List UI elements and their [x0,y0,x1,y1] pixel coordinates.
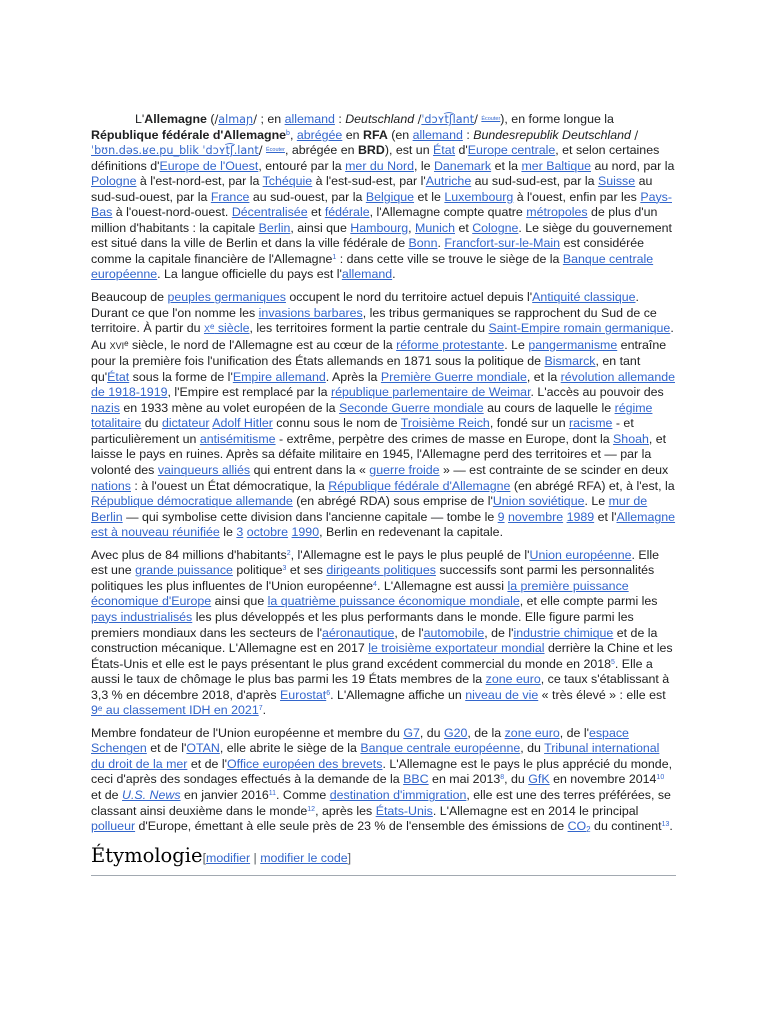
reference-marker[interactable]: 11 [268,789,277,797]
wiki-link[interactable]: guerre froide [369,463,440,478]
wiki-link[interactable]: 3 [236,525,244,540]
wiki-link[interactable]: OTAN [186,741,220,756]
reference-marker[interactable]: 5 [611,658,615,666]
paragraph-intro: L'Allemagne (/almaɲ/ ; en allemand : Deutschland /ˈdɔʏt͡ʃlant/ $^{Écouter}$), en forme longue la République fédérale d'Allemagne$^b$, abrégée en RFA (en allemand : Bundesrepublik Deutschland /ˈbʊn.dəs.ʁe.pu_blik ˈdɔʏt͡ʃ.lant/ $^{Écouter}$, abrégée en BRD), est un État d'Europe centrale, et selon certaines définitions d'Europe de l'Ouest, entouré par la mer du Nord, le Danemark et la mer Baltique au nord, par la Pologne à l'est-nord-est, par la Tchéquie à l'est-sud-est, par l'Autriche au sud-sud-est, par la Suisse au sud-sud-ouest, par la France au sud-ouest, par la Belgique et le Luxembourg à l'ouest, enfin par les Pays-Bas à l'ouest-nord-ouest. Décentralisée et fédérale, l'Allemagne compte quatre métropoles de plus d'un million d'habitants : la capitale Berlin, ainsi que Hambourg, Munich et Cologne. Le siège du gouvernement est situé dans la ville de Berlin et dans la ville fédérale de Bonn. Francfort-sur-le-Main est considérée comme la capitale financière de l'Allemagne$^1$ : dans cette ville se trouve le siège de la Banque centrale européenne. La langue officielle du pays est l'allemand. [91,112,675,282]
wiki-link[interactable]: ˈdɔʏt͡ʃlant [421,113,475,126]
wiki-link[interactable]: Troisième Reich [400,416,490,431]
wiki-link[interactable]: Cologne [472,220,519,235]
wiki-link[interactable]: Danemark [433,158,492,173]
reference-marker[interactable]: 4 [373,580,377,588]
wiki-link[interactable]: Europe de l'Ouest [159,158,259,173]
wiki-link[interactable]: Suisse [597,174,636,189]
wiki-link[interactable]: Berlin [258,220,291,235]
wiki-link[interactable]: Luxembourg [444,189,514,204]
wiki-link[interactable]: almaɲ [218,113,254,126]
reference-marker[interactable]: 13 [661,821,670,829]
listen-link[interactable]: Écouter [481,116,501,122]
section-heading-etymologie [91,842,676,876]
wiki-link[interactable]: régime totalitaire [91,400,653,431]
wiki-link[interactable]: espace Schengen [91,725,629,756]
wiki-link[interactable]: la première puissance économique d'Europe [91,578,629,609]
wiki-link[interactable]: Francfort-sur-le-Main [444,236,561,251]
wiki-link[interactable]: pangermanisme [528,337,618,352]
wiki-link[interactable]: industrie chimique [513,625,614,640]
wiki-link[interactable]: zone euro [504,725,560,740]
wiki-link[interactable]: 9 [497,509,505,524]
wiki-link[interactable]: nazis [91,400,120,415]
wiki-link[interactable]: Antiquité classique [532,290,636,305]
wiki-link[interactable]: G20 [443,725,468,740]
wiki-link[interactable]: Pays-Bas [91,189,672,220]
paragraph-economy: Avec plus de 84 millions d'habitants$^2$, l'Allemagne est le pays le plus peuplé de l'Union européenne. Elle est une grande puissance politique$^3$ et ses dirigeants politiques successifs sont parmi les personnalités politiques les plus influentes de l'Union européenne$^4$. L'Allemagne est aussi la première puissance économique d'Europe ainsi que la quatrième puissance économique mondiale, et elle compte parmi les pays industrialisés les plus développés et les plus performants dans le monde. Elle figure parmi les premiers mondiaux dans les secteurs de l'aéronautique, de l'automobile, de l'industrie chimique et de la construction mécanique. L'Allemagne est en 2017 le troisième exportateur mondial derrière la Chine et les États-Unis et elle est le pays présentant le plus grand excédent commercial du monde en 2018$^5$. Elle a aussi le taux de chômage le plus bas parmi les 19 États membres de la zone euro, ce taux s'établissant à 3,3 % en décembre 2018, d'après Eurostat$^6$. L'Allemagne affiche un niveau de vie « très élevé » : elle est 9e au classement IDH en 2021$^7$. [91,547,673,718]
article-body [91,112,676,876]
paragraph-history: Beaucoup de peuples germaniques occupent le nord du territoire actuel depuis l'Antiquité classique. Durant ce que l'on nomme les invasions barbares, les tribus germaniques se rapprochent du Sud de ce territoire. À partir du Xe siècle, les territoires forment la partie centrale du Saint-Empire romain germanique. Au XVIe siècle, le nord de l'Allemagne est au cœur de la réforme protestante. Le pangermanisme entraîne pour la première fois l'unification des États allemands en 1871 sous la politique de Bismarck, en tant qu'État sous la forme de l'Empire allemand. Après la Première Guerre mondiale, et la révolution allemande de 1918-1919, l'Empire est remplacé par la république parlementaire de Weimar. L'accès au pouvoir des nazis en 1933 mène au volet européen de la Seconde Guerre mondiale au cours de laquelle le régime totalitaire du dictateur Adolf Hitler connu sous le nom de Troisième Reich, fondé sur un racisme - et particulièrement un antisémitisme - extrême, perpètre des crimes de masse en Europe, dont la Shoah, et laisse le pays en ruines. Après sa défaite militaire en 1945, l'Allemagne perd des territoires et — par la volonté des vainqueurs alliés qui entrent dans la « guerre froide » — est contrainte de se scinder en deux nations : à l'ouest un État démocratique, la République fédérale d'Allemagne (en abrégé RFA) et, à l'est, la République démocratique allemande (en abrégé RDA) sous emprise de l'Union soviétique. Le mur de Berlin — qui symbolise cette division dans l'ancienne capitale — tombe le 9 novembre 1989 et l'Allemagne est à nouveau réunifiée le 3 octobre 1990, Berlin en redevenant la capitale. [91,290,676,540]
wiki-link[interactable]: Xe siècle [203,321,250,336]
reference-marker[interactable]: b [286,129,290,137]
wiki-link[interactable]: Bismarck [544,354,596,369]
wiki-link[interactable]: Bonn [408,236,438,251]
reference-marker[interactable]: 2 [286,549,291,557]
wiki-link[interactable]: la quatrième puissance économique mondiale [267,594,520,609]
wiki-link[interactable]: République démocratique allemande [91,494,293,509]
wiki-link[interactable]: dictateur [161,416,210,431]
wiki-link[interactable]: ˈbʊn.dəs.ʁe.pu_blik ˈdɔʏt͡ʃ.lant [91,144,259,158]
wiki-link[interactable]: pollueur [91,819,136,834]
wiki-link[interactable]: GfK [528,772,550,787]
wiki-link[interactable]: Europe centrale [467,143,556,158]
wiki-link[interactable]: métropoles [526,205,588,220]
wiki-link[interactable]: aéronautique [322,625,395,640]
paragraph-international: Membre fondateur de l'Union européenne et membre du G7, du G20, de la zone euro, de l'espace Schengen et de l'OTAN, elle abrite le siège de la Banque centrale européenne, du Tribunal international du droit de la mer et de l'Office européen des brevets. L'Allemagne est le pays le plus apprécié du monde, ceci d'après des sondages effectués à la demande de la BBC en mai 2013$^8$, du GfK en novembre 2014$^{10}$ et de U.S. News en janvier 2016$^{11}$. Comme destination d'immigration, elle est une des terres préférées, se classant ainsi deuxième dans le monde$^{12}$, après les États-Unis. L'Allemagne est en 2014 le principal pollueur d'Europe, émettant à elle seule près de 23 % de l'ensemble des émissions de $CO_2$ du continent$^{13}$. [91,725,673,835]
section-title: Étymologie [91,843,203,867]
wiki-link[interactable]: fédérale [324,205,370,220]
wiki-link[interactable]: Munich [415,220,455,235]
wiki-link[interactable]: Saint-Empire romain germanique [488,321,671,336]
edit-link[interactable]: modifier [206,850,251,865]
wiki-link[interactable]: Adolf Hitler [212,416,273,431]
wiki-link[interactable]: Décentralisée [231,205,308,220]
wiki-link[interactable]: révolution allemande de 1918-1919 [91,369,675,400]
reference-marker[interactable]: 7 [258,705,263,713]
wiki-link[interactable]: allemand [284,112,335,126]
wiki-link[interactable]: mer du Nord [345,158,414,173]
wiki-link[interactable]: le troisième exportateur mondial [368,641,545,656]
reference-marker[interactable]: 8 [500,774,505,782]
wiki-link[interactable]: U.S. News [122,787,181,802]
wiki-link[interactable]: grande puissance [135,563,233,578]
wiki-link[interactable]: G7 [403,725,420,740]
wiki-link[interactable]: Union européenne [529,547,632,562]
wiki-link[interactable]: Office européen des brevets [226,756,383,771]
wiki-link[interactable]: octobre [246,525,289,540]
wiki-link[interactable]: novembre [508,509,564,524]
wiki-link[interactable]: pays industrialisés [91,609,193,624]
wiki-link[interactable]: Union soviétique [492,494,585,509]
reference-marker[interactable]: 10 [656,774,665,782]
wiki-link[interactable]: République fédérale d'Allemagne [328,478,511,493]
wiki-link[interactable]: Autriche [425,174,472,189]
wiki-link[interactable]: automobile [423,625,485,640]
wiki-link[interactable]: zone euro [485,672,541,687]
wiki-link[interactable]: Shoah [613,431,649,446]
wiki-link[interactable]: allemand [412,127,463,142]
wiki-link[interactable]: antisémitisme [199,431,276,446]
wiki-link[interactable]: Allemagne est à nouveau réunifiée [91,509,676,540]
wiki-link[interactable]: Belgique [365,189,415,204]
wiki-link[interactable]: Première Guerre mondiale [380,369,527,384]
wiki-link[interactable]: Tribunal international du droit de la mer [91,741,660,771]
wiki-link[interactable]: racisme [569,416,613,431]
wiki-link[interactable]: invasions barbares [258,305,363,320]
reference-marker[interactable]: 3 [282,565,287,573]
wiki-link[interactable]: États-Unis [375,803,433,818]
wiki-link[interactable]: Banque centrale européenne [360,741,521,756]
wiki-link[interactable]: Eurostat [280,687,327,702]
wiki-link[interactable]: 9e au classement IDH en 2021 [91,703,259,718]
wiki-link[interactable]: Seconde Guerre mondiale [339,400,484,415]
wiki-link[interactable]: nations [91,478,131,493]
wiki-link[interactable]: France [210,189,250,204]
wiki-link[interactable]: Pologne [91,174,137,189]
wiki-link[interactable]: Banque centrale européenne [91,251,654,282]
wiki-link[interactable]: Empire allemand [232,369,326,384]
edit-section-links: [modifier | modifier le code] [202,850,352,865]
wiki-link[interactable]: 1990 [291,525,320,540]
wiki-link[interactable]: Écouter [265,147,285,154]
edit-code-link[interactable]: modifier le code [260,850,348,865]
wiki-link[interactable]: mer Baltique [521,158,591,173]
reference-marker[interactable]: 1 [332,253,337,261]
wiki-link[interactable]: abrégée [296,127,343,142]
wiki-link[interactable]: BBC [403,772,429,787]
wiki-link[interactable]: dirigeants politiques [326,563,436,578]
wiki-link[interactable]: État [433,143,456,158]
wiki-link[interactable]: Hambourg [350,220,409,235]
wiki-link[interactable]: réforme protestante [396,337,505,352]
wiki-link[interactable]: mur de Berlin [91,494,648,524]
wiki-link[interactable]: vainqueurs alliés [157,463,251,478]
reference-marker[interactable]: 6 [326,689,331,697]
wiki-link[interactable]: peuples germaniques [167,290,286,305]
wiki-link[interactable]: destination d'immigration [329,787,467,802]
wiki-link[interactable]: république parlementaire de Weimar [331,385,531,400]
wiki-link[interactable]: niveau de vie [465,687,539,702]
wiki-link[interactable]: $CO_2$ [567,819,591,835]
reference-marker[interactable]: 12 [307,805,316,813]
wiki-link[interactable]: 1989 [566,509,595,524]
wiki-link[interactable]: État [107,369,130,384]
wiki-link[interactable]: allemand [341,267,393,282]
wiki-link[interactable]: Tchéquie [262,174,313,189]
